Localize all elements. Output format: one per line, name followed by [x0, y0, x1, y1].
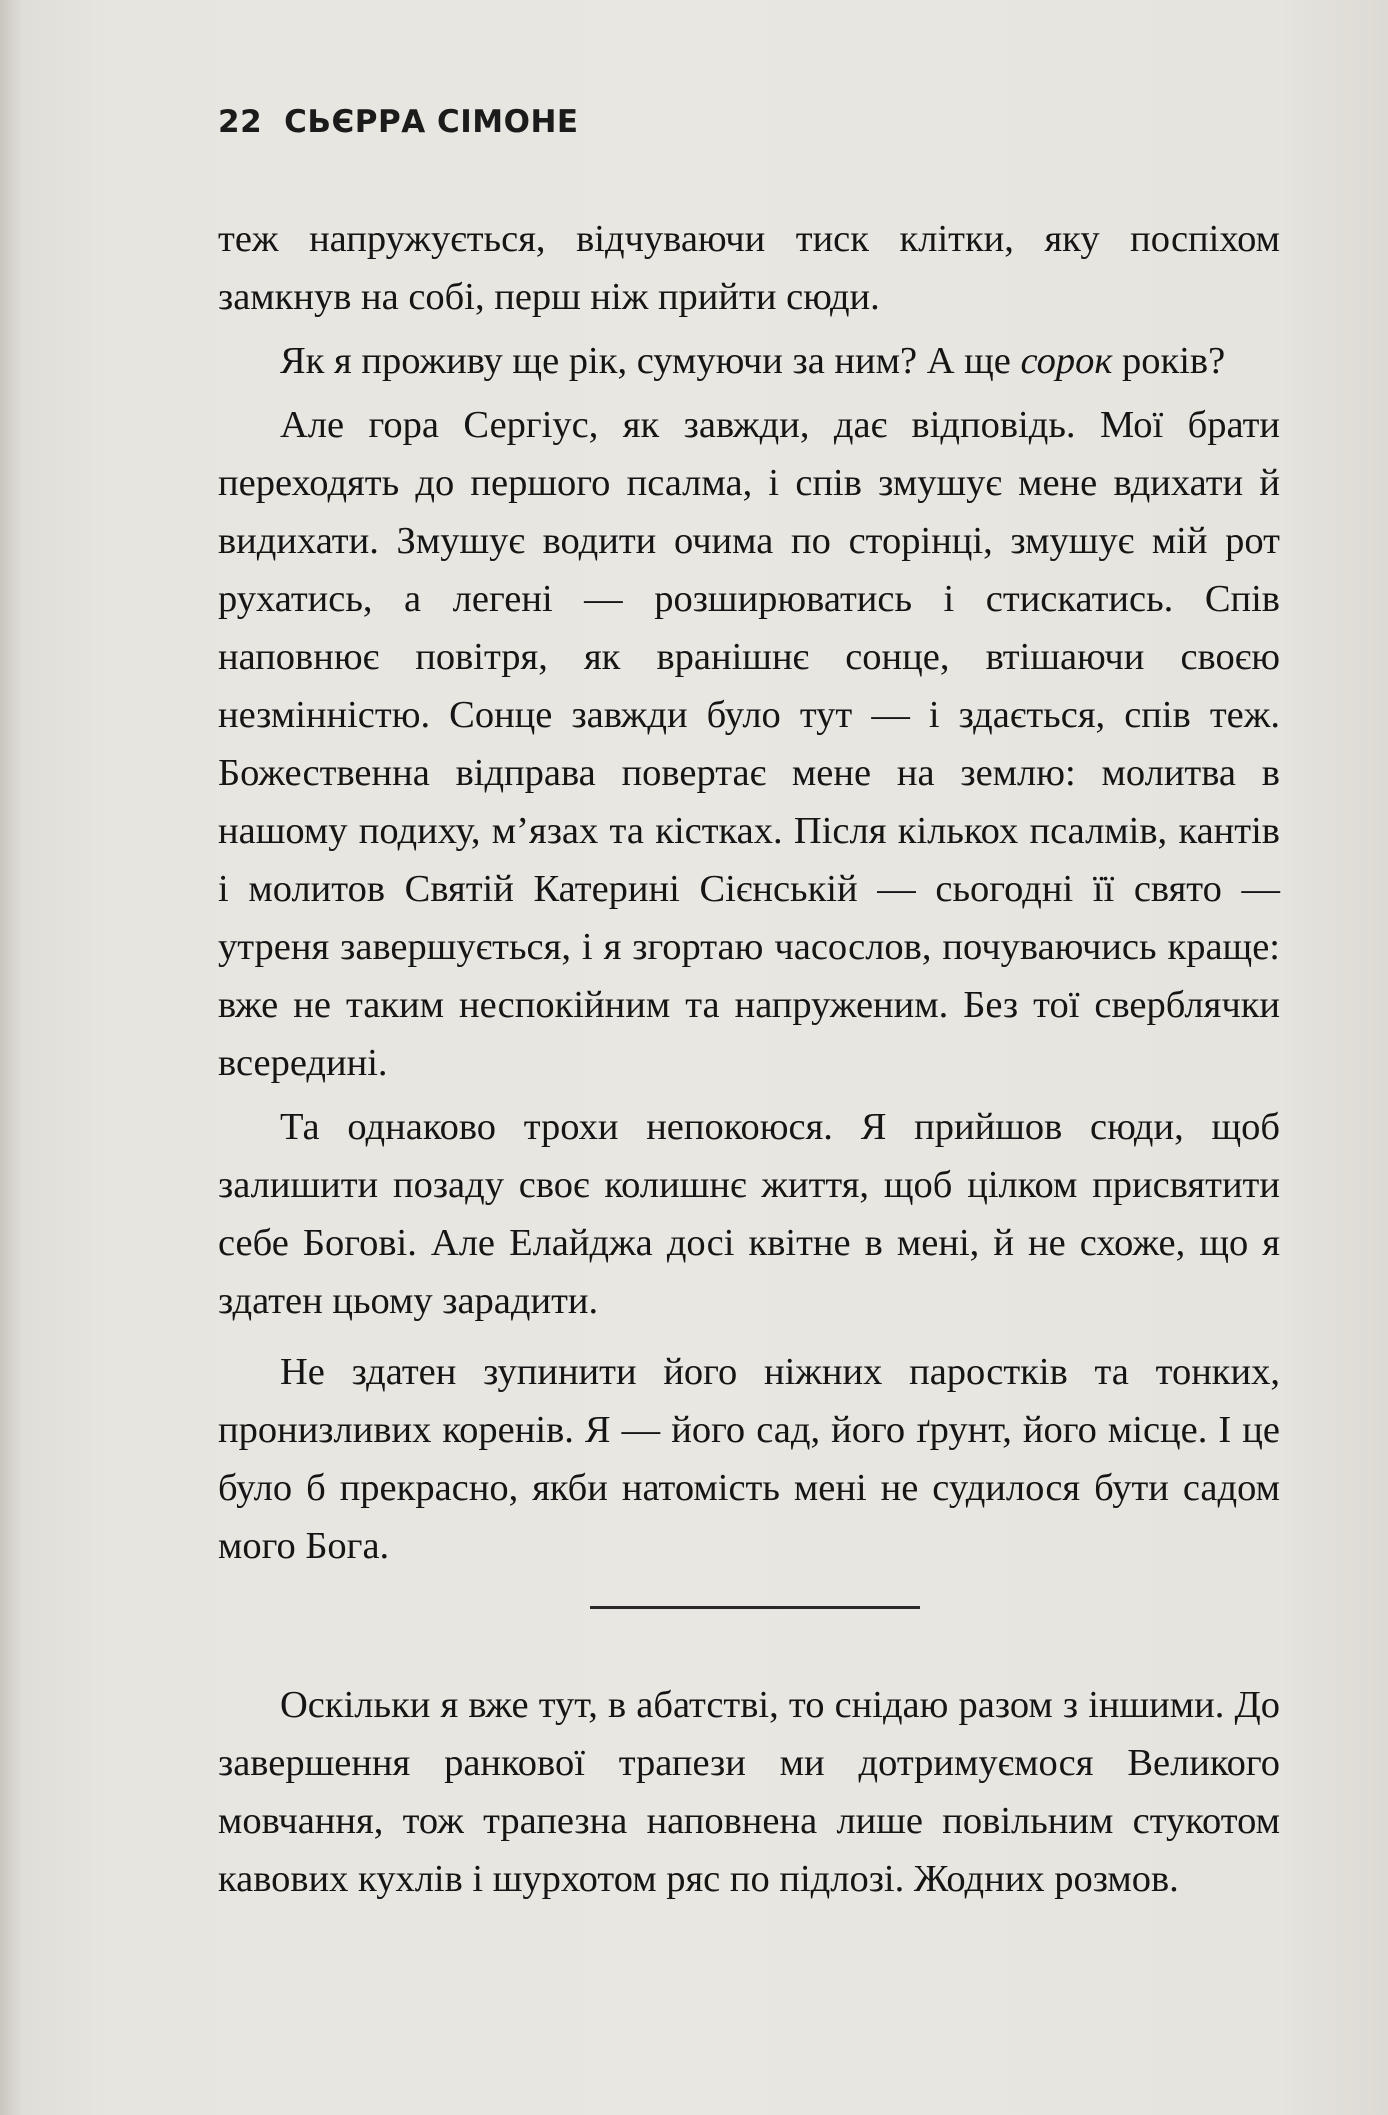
paragraph-1: [218, 210, 1280, 326]
paragraph-text: Не здатен зупинити його ніжних паростків та тонких, пронизливих коренів. Я — його сад, його ґрунт, його місце. І це було б прекрасно, якби натомість мені не судилося бути садом мого Бога.: [218, 1351, 1280, 1567]
running-head: [218, 104, 579, 150]
author-name: СЬЄРРА СІМОНЕ: [284, 104, 579, 140]
section-divider: [590, 1606, 920, 1609]
page-number: 22: [218, 104, 263, 140]
paragraph-4: [218, 1098, 1280, 1330]
body-text: [218, 210, 1280, 1575]
paragraph-text: теж напружується, відчуваючи тиск клітки, яку поспіхом замкнув на собі, перш ніж прийти сюди.: [218, 218, 1280, 318]
paragraph-5: [218, 1343, 1280, 1575]
spine-shadow: [0, 0, 22, 2115]
emphasis-text: сорок: [1020, 340, 1113, 382]
paragraph-text: років?: [1112, 340, 1226, 382]
paragraph-text: Як я проживу ще рік, сумуючи за ним? А ще: [280, 340, 1021, 382]
paragraph-6: [218, 1676, 1280, 1908]
paragraph-text: Але гора Сергіус, як завжди, дає відповідь. Мої брати переходять до першого псалма, і спів змушує мене вдихати й видихати. Змушує водити очима по сторінці, змушує мій рот рухатись, а легені — розширюватись і стискатись. Спів наповнює повітря, як вранішнє сонце, втішаючи своєю незмінністю. Сонце завжди було тут — і здається, спів теж. Божественна відправа повертає мене на землю: молитва в нашому подиху, м’язах та кістках. Після кількох псалмів, кантів і молитов Святій Катерині Сієнській — сьогодні її свято — утреня завершується, і я згортаю часослов, почуваючись краще: вже не таким неспокійним та напруженим. Без тої сверблячки всередині.: [218, 404, 1280, 1084]
paragraph-text: Та однаково трохи непокоюся. Я прийшов сюди, щоб залишити позаду своє колишнє життя, щоб цілком присвятити себе Богові. Але Елайджа досі квітне в мені, й не схоже, що я здатен цьому зарадити.: [218, 1106, 1280, 1322]
paragraph-3: [218, 396, 1280, 1092]
paragraph-2: [218, 332, 1280, 390]
paragraph-text: Оскільки я вже тут, в абатстві, то снідаю разом з іншими. До завершення ранкової трапези ми дотримуємося Великого мовчання, тож трапезна наповнена лише повільним стукотом кавових кухлів і шурхотом ряс по підлозі. Жодних розмов.: [218, 1684, 1280, 1900]
body-text-section-2: [218, 1676, 1280, 1908]
